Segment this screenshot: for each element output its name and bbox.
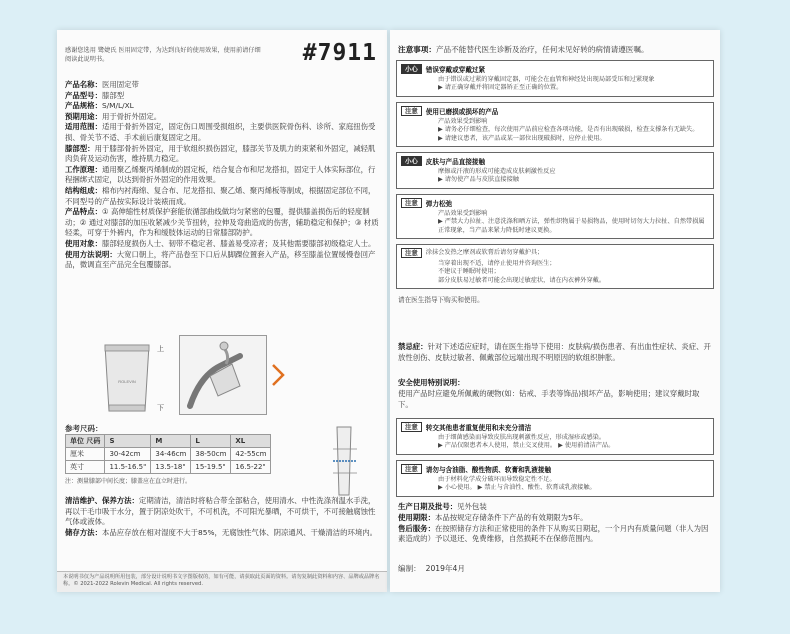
- notice-tag: 注意: [401, 106, 422, 116]
- table-cell: 11.5-16.5": [105, 461, 151, 474]
- table-row: [66, 461, 271, 474]
- table-cell: 13.5-18": [151, 461, 191, 474]
- production-line: 生产日期及批号：见外包装: [398, 502, 487, 511]
- warning-boxes: [396, 60, 714, 308]
- wearing-illustration: [179, 335, 267, 415]
- spec-line: 工作原理：通用聚乙烯聚丙烯制成的固定板，结合复合布和尼龙搭扣，固定于人体实际部位，行程捆绑式固定，以达到骨折外固定的作用效果。: [65, 164, 376, 185]
- warning-title: 错误穿戴或穿戴过紧: [425, 66, 486, 74]
- warning-box: [396, 244, 714, 289]
- spec-line: 使用方法说明：大宽口朝上，将产品卷至下口后从脚踝位置套入产品，移至膝盖位置缓慢卷回产品，微调直至产品完全包覆膝部。: [65, 249, 376, 270]
- warning-title: 弹力松弛: [425, 199, 453, 208]
- care-line: 储存方法：本品应存放在相对湿度不大于85%，无腐蚀性气体、阴凉通风、干燥清洁的环境内。: [65, 527, 378, 537]
- spec-line: 产品规格：S/M/L/XL: [65, 101, 134, 111]
- warning-line: ▶ 请务必仔细检查，每次使用产品前应检查各项功能，是否有出现破损，检查支撑条有无缺失。: [438, 126, 699, 134]
- warning-title: 请勿与含油脂、酸性物质、软膏和乳液接触: [425, 465, 552, 474]
- table-header: L: [191, 435, 231, 448]
- table-header: S: [105, 435, 151, 448]
- notice-tag: 注意: [401, 464, 422, 474]
- usage-illustrations: [87, 335, 317, 415]
- spec-line: 预期用途：用于骨折外固定。: [65, 111, 162, 121]
- warning-line: 产品效果受到影响: [438, 117, 488, 125]
- spec-line: 适用范围：适用于骨折外固定，固定伤口周围受损组织，主要供医院骨伤科、诊所、家庭扭伤受损、骨关节不适、手术前后康复固定之用。: [65, 122, 376, 142]
- table-header-row: [66, 435, 271, 448]
- warning-title: 转交其他患者重复使用和未充分清洁: [425, 424, 532, 432]
- table-cell: 英寸: [66, 461, 105, 474]
- notice-tag: 注意: [401, 422, 422, 432]
- aftersales-line: 售后服务：在按照储存方法和正常使用的条件下从购买日期起，一个月内有质量问题（非人为因素造成的）予以退还、免费维修，自然损耗不在保修范围内。: [398, 523, 709, 544]
- warning-box: [396, 60, 714, 97]
- notice-tag: 注意: [401, 198, 422, 208]
- warning-line: 由于细菌感染而导致皮肤出现刺激性反应，形成湿疹或感染。: [438, 434, 606, 441]
- spec-line: 膝部型：用于膝部骨折外固定，用于软组织损伤固定，膝部关节及肌力的束紧和外固定，减轻肌肉负荷及运动伤害，维持肌力稳定。: [65, 143, 376, 164]
- knee-sleeve-illustration: [87, 341, 167, 413]
- warning-line: 涂抹会发热之摩剂或软膏后请勿穿戴护具；: [425, 248, 544, 256]
- caution-tag: 小心: [401, 64, 422, 74]
- table-cell: 厘米: [66, 448, 105, 461]
- warning-box: [396, 152, 714, 189]
- table-cell: 38-50cm: [191, 448, 231, 461]
- label-bottom: 下: [157, 404, 164, 412]
- warning-line: 由于错误或过紧的穿戴固定器，可能会在血管和神经处出现局部受压和过紧现象: [438, 76, 655, 83]
- spec-line: 产品名称：医用固定带: [65, 80, 139, 89]
- care-line: 清洁维护、保养方法：定期清洁，清洁时将粘合带全部粘合，使用清水、中性洗涤剂温水手洗，再以干毛巾吸干水分，置于阴凉处吹干，不可机洗，不可阳光暴晒，不可烘干，不可接触腐蚀性气体或液体。: [65, 496, 376, 527]
- notice-heading: 注意事项：产品不能替代医生诊断及治疗，任何未见好转的病情请遵医嘱。: [398, 45, 649, 54]
- warning-title: 皮肤与产品直接接触: [425, 158, 486, 167]
- table-header: M: [151, 435, 191, 448]
- table-header: 单位 尺码: [66, 435, 105, 448]
- warning-line: ▶ 产品仅限患者本人使用，禁止交叉使用。 ▶ 使用前清洁产品。: [438, 442, 615, 450]
- intro-text: 感谢您选用 鹭婕氏 医用固定带，为达到良好的使用效果，使用前请仔细阅读此说明书。: [65, 47, 261, 63]
- manual-right-page: [390, 30, 720, 592]
- leg-measure-illustration: [325, 425, 365, 497]
- warning-line: 不建议于睡眠时使用；: [438, 268, 500, 276]
- safety-title: 安全使用特别说明：: [398, 378, 465, 387]
- warning-box: [396, 418, 714, 455]
- svg-text:ROLEVIN: ROLEVIN: [118, 379, 136, 384]
- spec-line: 结构组成：棉布内衬海绵、复合布、尼龙搭扣、聚乙烯、聚丙烯板等制成，根据固定部位不同，不同型号的产品按实际设计装裱而成。: [65, 185, 376, 206]
- caution-tag: 小心: [401, 156, 422, 166]
- care-instructions: [65, 496, 381, 538]
- table-row: [66, 448, 271, 461]
- table-cell: 16.5-22": [231, 461, 271, 474]
- warning-line: ▶ 请建议患者，该产品或某一部位出现破损时，应停止使用。: [438, 134, 606, 142]
- size-title: 参考尺码：: [65, 424, 103, 433]
- warning-box: [396, 102, 714, 147]
- warning-line: 产品效果受到影响: [438, 209, 488, 217]
- expiry-line: 使用期限：本品按规定存储条件下产品的有效期限为5年。: [398, 512, 588, 522]
- warning-line: ▶ 请勿使产品与皮肤直接接触: [438, 176, 519, 184]
- size-note: 注：测量膝部中间长度；膝盖应在直立时进行。: [65, 478, 192, 485]
- arrow-icon: [271, 335, 285, 413]
- size-table: [65, 434, 271, 474]
- warning-line: 部分皮肤易过敏者可能会出现过敏症状，请在内衣裤外穿戴。: [438, 276, 606, 284]
- warning-line: 由于材料化学成分破坏而导致稳定性不足。: [438, 475, 556, 483]
- notice-tag: 注意: [401, 248, 422, 258]
- production-info: [398, 502, 714, 545]
- table-cell: 15-19.5": [191, 461, 231, 474]
- spec-line: 产品特点：① 高伸缩性材质保护套能依循部曲线做均匀紧密的包覆，提供膝盖损伤后的轻度制动；② 通过对膝部的加压收紧减少关节扭转，拉伸及弯曲造成的伤害，辅助稳定和保护；③ 材质轻柔，可穿于外裤内，作为和缓肢体运动的日常膝部防护。: [65, 207, 379, 238]
- model-number: #7911: [302, 40, 377, 66]
- product-specs: [65, 80, 381, 271]
- warning-box: [396, 194, 714, 239]
- warning-line: ▶ 小心使用。 ▶ 禁止与含油性、酸性、软膏或乳液接触。: [438, 484, 596, 492]
- legal-footer: 本说明书仅为产品说明所用包装，部分设计说明书文字图版权的，如有可能，请获取此页面的资料。请勿复制此资料和内容、品牌或品牌名称。© 2021-2022 Rolevin Medical. All rights reserved.: [57, 571, 387, 592]
- edited-date: 编制： 2019年4月: [398, 564, 465, 573]
- safety-text: 使用产品时应避免所佩戴的硬物(如：钻戒、手表等饰品)损坏产品，影响使用；建议穿戴时取下。: [398, 388, 700, 409]
- table-header: XL: [231, 435, 271, 448]
- contraindications: 禁忌症：针对下述适应症时，请在医生指导下使用：皮肤病/损伤患者、有出血性症状、炎症、开放性创伤、皮肤过敏者、佩戴部位远端出现不明原因的软组织肿胀。: [398, 342, 711, 362]
- warning-line: ▶ 请正确穿戴并将固定器矫正至正确的位置。: [438, 84, 563, 92]
- manual-left-page: [57, 30, 387, 592]
- spec-line: 产品型号：膝部型: [65, 90, 125, 100]
- warning-boxes-2: [396, 418, 714, 502]
- table-cell: 34-46cm: [151, 448, 191, 461]
- warning-line: ▶ 严禁大力拉扯、注意洗涤和晒方法，弹性织物属于易损物品，使用时切勿大力拉扯、自然带损属正常现象，当产品来紧力降低时建议更换。: [438, 218, 705, 234]
- safety-section: [398, 378, 714, 410]
- warning-line: 当穿着出现不适，请停止使用并咨询医生；: [438, 260, 556, 268]
- warning-title: 使用已磨损或损坏的产品: [425, 107, 499, 116]
- doctor-guidance-note: 请在医生指导下购买和使用。: [398, 296, 484, 305]
- warning-line: 摩擦或汗液的形成可能造成皮肤刺激性反应: [438, 168, 556, 176]
- label-top: 上: [157, 345, 164, 353]
- table-cell: 42-55cm: [231, 448, 271, 461]
- warning-box: [396, 460, 714, 497]
- table-cell: 30-42cm: [105, 448, 151, 461]
- spec-line: 使用对象：膝部轻度损伤人士、韧带不稳定者、膝盖易受凉者；及其他需要膝部初级稳定人士。: [65, 238, 376, 248]
